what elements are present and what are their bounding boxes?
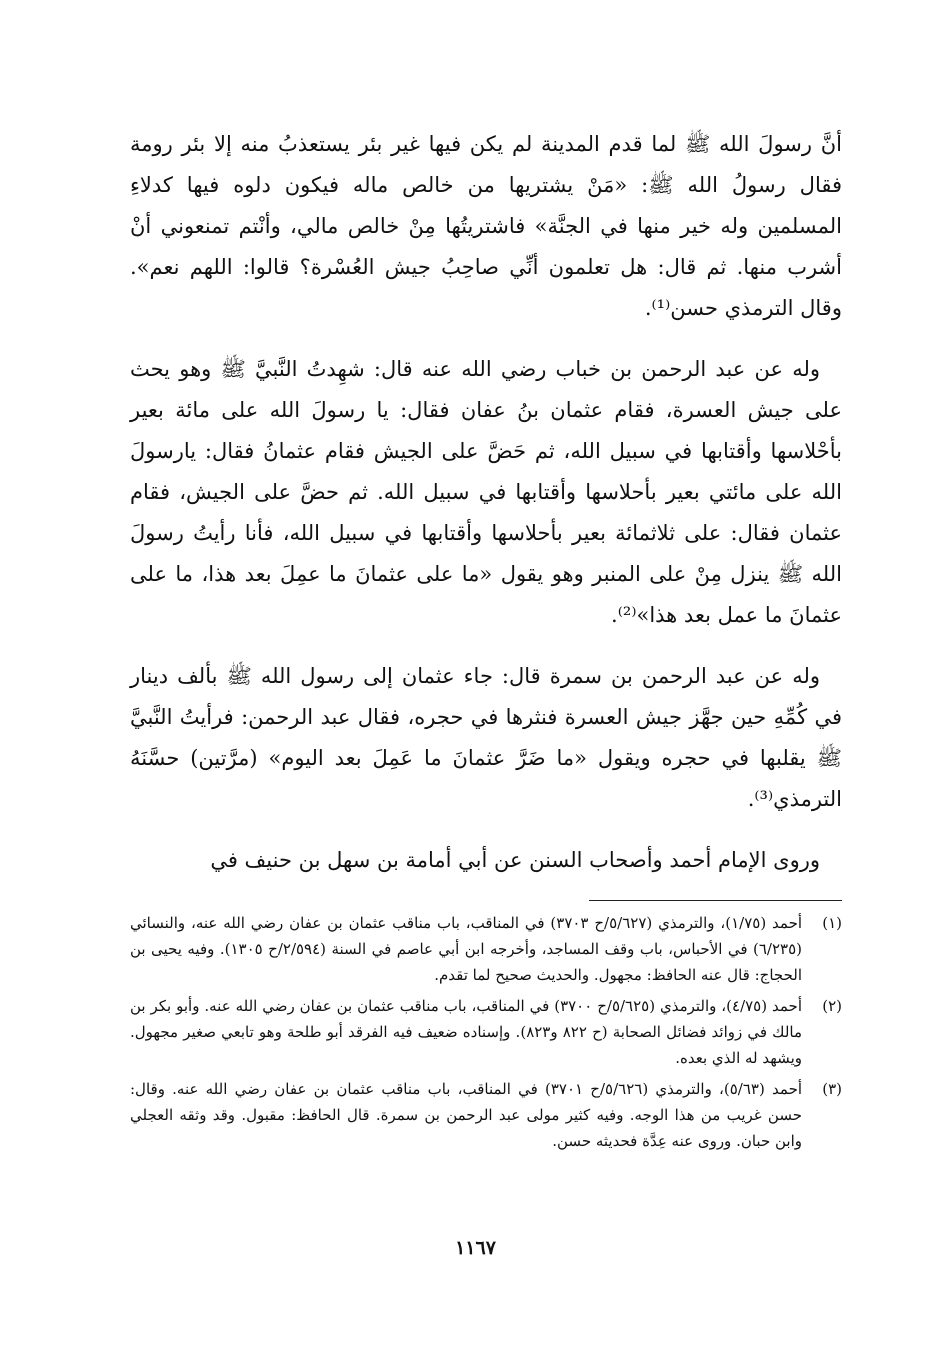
footnote-number: (٢) [822,997,842,1015]
footnote-text: أحمد (٤/٧٥)، والترمذي (٥/٦٢٥/ح ٣٧٠٠) في المناقب، باب مناقب عثمان بن عفان رضي الله عنه. وأبو بكر بن مالك في زوائد فضائل الصحابة (ح ٨٢٢ و٨٢٣). وإسناده ضعيف فيه الفرقد أبو طلحة وهو تابعي صغير مجهول. ويشهد له الذي بعده. [130,997,803,1067]
paragraph-2: وله عن عبد الرحمن بن خباب رضي الله عنه قال: شهِدتُ النَّبيَّ ﷺ وهو يحث على جيش العسرة، فقام عثمان بنُ عفان فقال: يا رسولَ الله على مائة بعير بأحْلاسها وأقتابها في سبيل الله، ثم حَضَّ على الجيش فقام عثمانُ فقال: يارسولَ الله على مائتي بعير بأحلاسها وأقتابها في سبيل الله. ثم حضَّ على الجيش، فقام عثمان فقال: على ثلاثمائة بعير بأحلاسها وأقتابها في سبيل الله، فأنا رأيتُ رسولَ الله ﷺ ينزل مِنْ على المنبر وهو يقول «ما على عثمانَ ما عمِلَ بعد هذا، ما على عثمانَ ما عمل بعد هذا»⁽²⁾. [130,357,842,627]
body-text [130,124,842,881]
paragraph-1: أنَّ رسولَ الله ﷺ لما قدم المدينة لم يكن فيها غير بئر يستعذبُ منه إلا بئر رومة فقال رسولُ الله ﷺ: «مَنْ يشتريها من خالص ماله فيكون دلوه فيها كدلاءِ المسلمين وله خير منها في الجنَّة» فاشتريتُها مِنْ خالص مالي، وأنْتم تمنعوني أنْ أشرب منها. ثم قال: هل تعلمون أنِّي صاحِبُ جيش العُسْرة؟ قالوا: اللهم نعم». وقال الترمذي حسن⁽¹⁾. [130,132,842,320]
footnote-text: أحمد (١/٧٥)، والترمذي (٥/٦٢٧/ح ٣٧٠٣) في المناقب، باب مناقب عثمان بن عفان رضي الله عنه، والنسائي (٦/٢٣٥) في الأحباس، باب وقف المساجد، وأخرجه ابن أبي عاصم في السنة (٢/٥٩٤/ح ١٣٠٥). وفيه يحيى بن الحجاج: قال عنه الحافظ: مجهول. والحديث صحيح لما تقدم. [130,914,803,984]
page-number: ١١٦٧ [455,1237,496,1259]
footnotes [130,910,842,1159]
footnote-separator [589,900,842,901]
paragraph-3: وله عن عبد الرحمن بن سمرة قال: جاء عثمان إلى رسول الله ﷺ بألف دينار في كُمِّهِ حين جهَّز جيش العسرة فنثرها في حجره، فقال عبد الرحمن: فرأيتُ النَّبيَّ ﷺ يقلبها في حجره ويقول «ما ضَرَّ عثمانَ ما عَمِلَ بعد اليوم» (مرَّتين) حسَّنَهُ الترمذي⁽³⁾. [130,664,842,811]
main-text-block [130,124,842,881]
footnote-text: أحمد (٥/٦٣)، والترمذي (٥/٦٢٦/ح ٣٧٠١) في المناقب، باب مناقب عثمان بن عفان رضي الله عنه. وقال: حسن غريب من هذا الوجه. وفيه كثير مولى عبد الرحمن بن سمرة. قال الحافظ: مقبول. وقد وثقه العجلي وابن حبان. وروى عنه عِدَّة فحديثه حسن. [130,1080,803,1150]
footnote-1 [130,910,842,988]
footnote-3 [130,1076,842,1154]
footnote-2 [130,993,842,1071]
footnote-number: (١) [822,914,842,932]
paragraph-4: وروى الإمام أحمد وأصحاب السنن عن أبي أمامة بن سهل بن حنيف في [210,848,820,872]
footnote-number: (٣) [822,1080,842,1098]
